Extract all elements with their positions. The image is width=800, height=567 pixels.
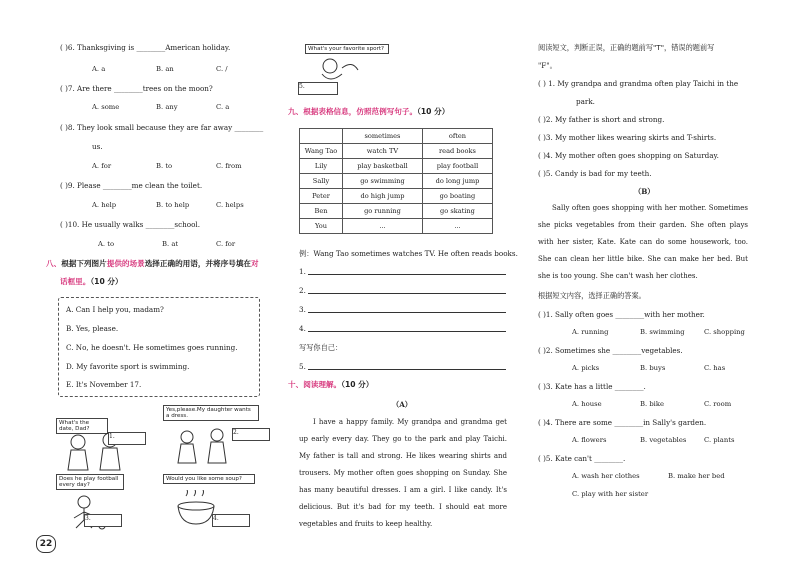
mc5-option-c: C. play with her sister <box>572 490 649 498</box>
passage-b-title: （B） <box>634 187 655 196</box>
answer-number-5: 5. <box>299 83 305 90</box>
write-line-4[interactable] <box>308 331 506 332</box>
option-e: E. It's November 17. <box>66 380 142 389</box>
section-10-number: 十、 <box>288 380 304 389</box>
page-number: 22 <box>36 535 56 553</box>
mc5-option-a: A. wash her clothes <box>572 472 640 480</box>
speech-bubble-1: What's the date, Dad? <box>56 418 108 434</box>
section-8-text-4: 对 <box>251 259 259 268</box>
mc-question-3: ( )3. Kate has a little ________. <box>538 382 646 391</box>
write-line-5-label: 5. <box>299 362 306 371</box>
option-c: C. No, he doesn't. He sometimes goes running. <box>66 343 238 352</box>
q8-option-c: C. from <box>216 162 242 170</box>
table-row <box>300 159 493 174</box>
section-8-text-2: 提供的场景 <box>106 259 145 268</box>
mc-question-2: ( )2. Sometimes she ________vegetables. <box>538 346 683 355</box>
q9-option-c: C. helps <box>216 201 244 209</box>
mc1-option-c: C. shopping <box>704 328 745 336</box>
q10-option-b: B. at <box>162 240 179 248</box>
speech-bubble-5: What's your favorite sport? <box>305 44 389 54</box>
q6-option-a: A. a <box>92 65 106 73</box>
q10-option-c: C. for <box>216 240 236 248</box>
passage-b: Sally often goes shopping with her mother. Sometimes she picks vegetables from their garden. She often plays with her sister, Kate. Kate can do some housework, too. She can clean her little bike. She can make her bed. But she is too young. She can't wash her clothes. <box>538 204 748 280</box>
question-10: ( )10. He usually walks ________school. <box>60 220 200 229</box>
mc-instruction: 根据短文内容，选择正确的答案。 <box>538 291 646 300</box>
table-row <box>300 219 493 234</box>
answer-number-3: 3. <box>85 515 91 522</box>
tf-instruction-line1: 阅读短文，判断正误，正确的题前写"T"，错误的题前写 <box>538 43 715 52</box>
table-cell: Ben <box>300 204 343 219</box>
mc-question-1: ( )1. Sally often goes ________with her mother. <box>538 310 705 319</box>
question-6: ( )6. Thanksgiving is ________American holiday. <box>60 43 231 52</box>
mc2-option-b: B. buys <box>640 364 666 372</box>
write-about-yourself-label: 写写你自己： <box>299 343 343 352</box>
info-table <box>299 128 493 234</box>
example-sentence: 例：Wang Tao sometimes watches TV. He often reads books. <box>299 249 518 258</box>
passage-a-title: （A） <box>392 400 412 409</box>
table-row <box>300 144 493 159</box>
section-10-heading <box>288 381 373 389</box>
speech-bubble-2: Yes,please.My daughter wants a dress. <box>163 405 259 421</box>
tf-instruction-line2: "F"。 <box>538 61 557 70</box>
section-8-text-1: 根据下列图片 <box>61 259 107 268</box>
question-8: ( )8. They look small because they are far away ________ <box>60 123 264 132</box>
tf-item-4: ( )4. My mother often goes shopping on Saturday. <box>538 151 719 160</box>
table-header-cell: often <box>422 129 492 144</box>
mc3-option-b: B. bike <box>640 400 664 408</box>
table-header-cell: sometimes <box>343 129 423 144</box>
answer-box-1[interactable] <box>108 432 146 445</box>
mc2-option-c: C. has <box>704 364 726 372</box>
write-line-3[interactable] <box>308 312 506 313</box>
table-cell: Sally <box>300 174 343 189</box>
table-row <box>300 174 493 189</box>
table-cell: You <box>300 219 343 234</box>
mc5-option-b: B. make her bed <box>668 472 725 480</box>
section-8-number: 八、 <box>46 259 62 268</box>
q8-option-b: B. to <box>156 162 173 170</box>
section-8-heading <box>46 260 259 268</box>
table-cell: go swimming <box>343 174 423 189</box>
mc-question-4: ( )4. There are some ________in Sally's garden. <box>538 418 707 427</box>
tf-item-2: ( )2. My father is short and strong. <box>538 115 665 124</box>
answer-box-3[interactable] <box>84 514 122 527</box>
q7-option-c: C. a <box>216 103 230 111</box>
q6-option-c: C. / <box>216 65 228 73</box>
section-8-heading-line2 <box>60 278 123 286</box>
write-line-1-label: 1. <box>299 267 306 276</box>
write-line-5[interactable] <box>308 369 506 370</box>
passage-a: I have a happy family. My grandpa and grandma get up early every day. They go to the park and play Taichi. My father is tall and strong. He likes wearing shirts and trousers. My mother often goes shopping on Sunday. She has many beautiful dresses. I am a girl. I like candy. It's delicious. But it's bad for my teeth. I should eat more vegetables and fruits to keep healthy. <box>299 418 507 528</box>
table-cell: do long jump <box>422 174 492 189</box>
write-line-2[interactable] <box>308 293 506 294</box>
option-a: A. Can I help you, madam? <box>66 305 164 314</box>
write-line-1[interactable] <box>308 274 506 275</box>
q7-option-a: A. some <box>92 103 120 111</box>
write-line-3-label: 3. <box>299 305 306 314</box>
mc3-option-c: C. room <box>704 400 732 408</box>
q9-option-a: A. help <box>92 201 117 209</box>
table-cell: go skating <box>422 204 492 219</box>
q7-option-b: B. any <box>156 103 178 111</box>
q6-option-b: B. an <box>156 65 174 73</box>
write-line-2-label: 2. <box>299 286 306 295</box>
table-cell: ... <box>422 219 492 234</box>
table-header-cell <box>300 129 343 144</box>
tf-item-1: ( ) 1. My grandpa and grandma often play Taichi in the <box>538 79 739 88</box>
section-9-heading <box>288 108 449 116</box>
table-cell: do high jump <box>343 189 423 204</box>
speech-bubble-4: Would you like some soup? <box>163 474 255 484</box>
mc4-option-b: B. vegetables <box>640 436 687 444</box>
table-cell: Wang Tao <box>300 144 343 159</box>
option-d: D. My favorite sport is swimming. <box>66 362 190 371</box>
speech-bubble-3: Does he play football every day? <box>56 474 124 490</box>
section-9-text: 根据表格信息，仿照范例写句子。 <box>303 107 418 116</box>
question-7: ( )7. Are there ________trees on the moon? <box>60 84 213 93</box>
mc1-option-a: A. running <box>572 328 609 336</box>
section-8-score: （10 分） <box>90 277 123 286</box>
table-row <box>300 189 493 204</box>
answer-number-2: 2. <box>233 429 239 436</box>
section-8-text-3: 选择正确的用语，并将序号填在 <box>144 259 252 268</box>
answer-box-5[interactable] <box>298 82 338 95</box>
table-cell: go running <box>343 204 423 219</box>
table-cell: read books <box>422 144 492 159</box>
table-cell: Lily <box>300 159 343 174</box>
table-row <box>300 204 493 219</box>
q8-option-a: A. for <box>92 162 112 170</box>
question-8-continuation: us. <box>92 142 103 151</box>
mc3-option-a: A. house <box>572 400 602 408</box>
table-cell: play football <box>422 159 492 174</box>
write-line-4-label: 4. <box>299 324 306 333</box>
mc4-option-a: A. flowers <box>572 436 607 444</box>
table-header-row <box>300 129 493 144</box>
tf-item-3: ( )3. My mother likes wearing skirts and T-shirts. <box>538 133 717 142</box>
answer-box-4[interactable] <box>212 514 250 527</box>
answer-number-1: 1. <box>109 433 115 440</box>
section-10-score: （10 分） <box>341 380 374 389</box>
q9-option-b: B. to help <box>156 201 190 209</box>
section-9-number: 九、 <box>288 107 304 116</box>
tf-item-1-continuation: park. <box>576 97 595 106</box>
option-b: B. Yes, please. <box>66 324 119 333</box>
table-cell: watch TV <box>343 144 423 159</box>
section-8-text-5: 话框里。 <box>60 277 91 286</box>
table-cell: ... <box>343 219 423 234</box>
q10-option-a: A. to <box>98 240 115 248</box>
mc-question-5: ( )5. Kate can't ________. <box>538 454 626 463</box>
table-cell: Peter <box>300 189 343 204</box>
table-cell: go boating <box>422 189 492 204</box>
answer-number-4: 4. <box>213 515 219 522</box>
mc4-option-c: C. plants <box>704 436 735 444</box>
section-10-text: 阅读理解。 <box>303 380 342 389</box>
question-9: ( )9. Please ________me clean the toilet. <box>60 181 203 190</box>
section-9-score: （10 分） <box>417 107 450 116</box>
tf-item-5: ( )5. Candy is bad for my teeth. <box>538 169 652 178</box>
table-cell: play basketball <box>343 159 423 174</box>
answer-box-2[interactable] <box>232 428 270 441</box>
mc2-option-a: A. picks <box>572 364 600 372</box>
mc1-option-b: B. swimming <box>640 328 685 336</box>
